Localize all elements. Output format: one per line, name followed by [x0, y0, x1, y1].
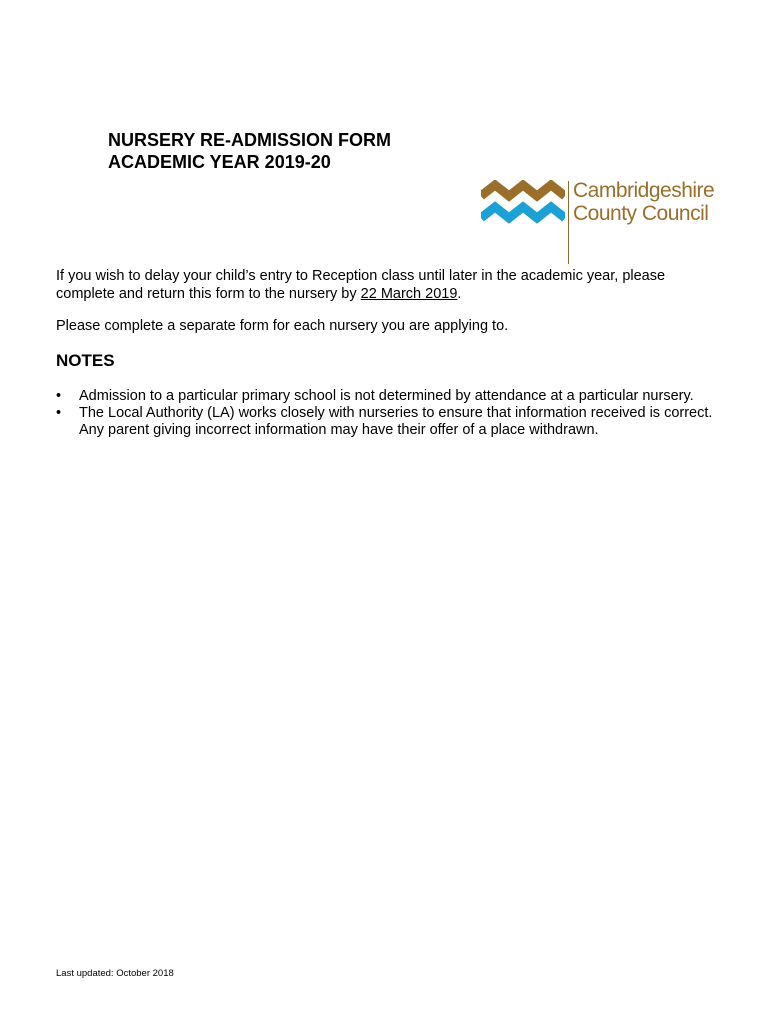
wave-logo-top	[481, 185, 565, 196]
council-logo	[481, 178, 721, 266]
council-name-line-1: Cambridgeshire	[573, 179, 715, 202]
notes-heading: NOTES	[56, 351, 115, 370]
council-name	[573, 179, 714, 225]
council-name-line-2: County Council	[573, 202, 709, 225]
form-title-line-2: ACADEMIC YEAR 2019-20	[108, 152, 331, 172]
wave-logo-bottom	[481, 207, 565, 218]
form-title	[108, 129, 391, 173]
notes-list	[56, 388, 716, 439]
bullet-icon: •	[56, 388, 62, 404]
separate-form-note: Please complete a separate form for each nursery you are applying to.	[56, 318, 509, 334]
logo-divider	[568, 181, 569, 264]
deadline-date: 22 March 2019	[360, 286, 458, 302]
list-item	[56, 405, 716, 439]
note-text: Admission to a particular primary school is not determined by attendance at a particular nursery.	[79, 388, 694, 404]
note-text: The Local Authority (LA) works closely with nurseries to ensure that information received is correct. Any parent giving incorrect information may have their offer of a place withdrawn.	[79, 405, 713, 438]
list-item	[56, 388, 716, 405]
form-title-line-1: NURSERY RE-ADMISSION FORM	[108, 130, 392, 150]
wave-logo-icon	[481, 180, 565, 224]
intro-text-end: .	[457, 286, 462, 302]
bullet-icon: •	[56, 405, 62, 421]
intro-paragraph	[56, 267, 726, 303]
intro-text: If you wish to delay your child’s entry to Reception class until later in the academic year, please complete and return this form to the nursery by	[56, 268, 666, 302]
last-updated-footer: Last updated: October 2018	[56, 968, 174, 979]
